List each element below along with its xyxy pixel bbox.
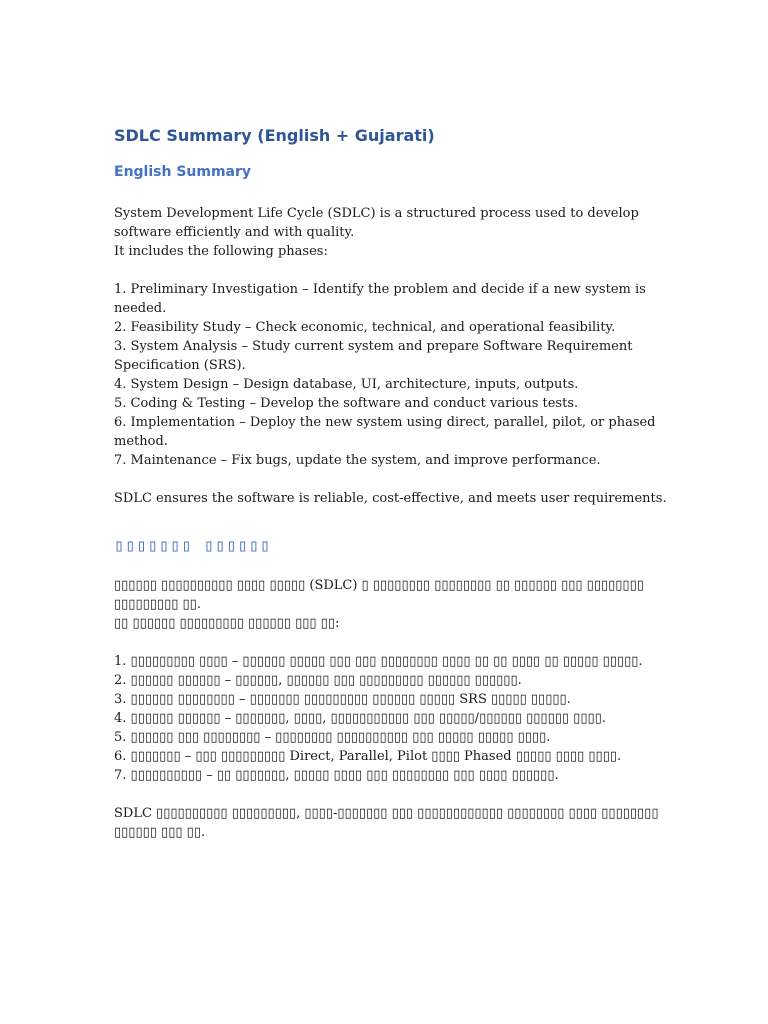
- gujarati-phase-item: 3. ▯▯▯▯▯▯ ▯▯▯▯▯▯▯▯ – ▯▯▯▯▯▯▯ ▯▯▯▯▯▯▯▯▯ ▯▯▯▯▯▯ ▯▯▯▯▯ SRS ▯▯▯▯▯ ▯▯▯▯▯.: [114, 692, 571, 707]
- document-page: [114, 125, 674, 842]
- spacer: [114, 261, 674, 280]
- gujarati-summary-heading: ▯▯▯▯▯▯▯ ▯▯▯▯▯▯: [114, 536, 272, 556]
- gujarati-intro-line: ▯▯ ▯▯▯▯▯▯ ▯▯▯▯▯▯▯▯▯ ▯▯▯▯▯▯ ▯▯▯ ▯▯:: [114, 616, 340, 631]
- document-title: SDLC Summary (English + Gujarati): [114, 126, 435, 145]
- gujarati-phase-item: 4. ▯▯▯▯▯▯ ▯▯▯▯▯▯ – ▯▯▯▯▯▯▯, ▯▯▯▯, ▯▯▯▯▯▯▯▯▯▯▯ ▯▯▯ ▯▯▯▯▯/▯▯▯▯▯▯ ▯▯▯▯▯▯ ▯▯▯▯.: [114, 711, 606, 726]
- english-phase-item: 1. Preliminary Investigation – Identify the problem and decide if a new system is needed.: [114, 282, 646, 316]
- english-phase-item: 6. Implementation – Deploy the new system using direct, parallel, pilot, or phased method.: [114, 415, 656, 449]
- gujarati-phase-item: 1. ▯▯▯▯▯▯▯▯▯ ▯▯▯▯ – ▯▯▯▯▯▯ ▯▯▯▯▯ ▯▯▯ ▯▯▯ ▯▯▯▯▯▯▯▯ ▯▯▯▯ ▯▯ ▯▯ ▯▯▯▯ ▯▯ ▯▯▯▯▯ ▯▯▯▯▯.: [114, 654, 643, 669]
- english-intro-line: It includes the following phases:: [114, 244, 328, 259]
- spacer: [114, 470, 674, 489]
- gujarati-phase-item: 5. ▯▯▯▯▯▯ ▯▯▯ ▯▯▯▯▯▯▯▯ – ▯▯▯▯▯▯▯▯ ▯▯▯▯▯▯▯▯▯▯ ▯▯▯ ▯▯▯▯▯ ▯▯▯▯▯ ▯▯▯▯.: [114, 730, 551, 745]
- english-phase-item: 3. System Analysis – Study current system and prepare Software Requirement Specification (SRS).: [114, 339, 633, 373]
- english-phase-item: 2. Feasibility Study – Check economic, technical, and operational feasibility.: [114, 320, 616, 335]
- english-phase-item: 4. System Design – Design database, UI, architecture, inputs, outputs.: [114, 377, 579, 392]
- gujarati-phase-item: 2. ▯▯▯▯▯▯ ▯▯▯▯▯▯ – ▯▯▯▯▯▯, ▯▯▯▯▯▯ ▯▯▯ ▯▯▯▯▯▯▯▯▯ ▯▯▯▯▯▯ ▯▯▯▯▯▯.: [114, 673, 522, 688]
- spacer: [114, 785, 674, 804]
- english-phase-item: 5. Coding & Testing – Develop the software and conduct various tests.: [114, 396, 579, 411]
- english-summary-heading: English Summary: [114, 164, 252, 180]
- gujarati-phase-item: 6. ▯▯▯▯▯▯▯ – ▯▯▯ ▯▯▯▯▯▯▯▯▯ Direct, Parallel, Pilot ▯▯▯▯ Phased ▯▯▯▯▯ ▯▯▯▯ ▯▯▯▯.: [114, 749, 622, 764]
- spacer: [114, 633, 674, 652]
- gujarati-phase-item: 7. ▯▯▯▯▯▯▯▯▯▯ – ▯▯ ▯▯▯▯▯▯▯, ▯▯▯▯▯ ▯▯▯▯ ▯▯▯ ▯▯▯▯▯▯▯▯ ▯▯▯ ▯▯▯▯ ▯▯▯▯▯▯.: [114, 768, 559, 783]
- english-closing-paragraph: SDLC ensures the software is reliable, cost-effective, and meets user requirements.: [114, 491, 667, 506]
- english-intro-paragraph: System Development Life Cycle (SDLC) is a structured process used to develop software efficiently and with quality.: [114, 206, 639, 240]
- english-phase-item: 7. Maintenance – Fix bugs, update the system, and improve performance.: [114, 453, 601, 468]
- gujarati-closing-paragraph: SDLC ▯▯▯▯▯▯▯▯▯▯ ▯▯▯▯▯▯▯▯▯, ▯▯▯▯-▯▯▯▯▯▯▯ ▯▯▯ ▯▯▯▯▯▯▯▯▯▯▯▯ ▯▯▯▯▯▯▯▯ ▯▯▯▯ ▯▯▯▯▯▯▯▯ ▯▯▯▯▯▯ ▯▯▯ ▯▯.: [114, 806, 659, 840]
- gujarati-intro-paragraph: ▯▯▯▯▯▯ ▯▯▯▯▯▯▯▯▯▯ ▯▯▯▯ ▯▯▯▯▯ (SDLC) ▯ ▯▯▯▯▯▯▯▯ ▯▯▯▯▯▯▯▯ ▯▯ ▯▯▯▯▯▯ ▯▯▯ ▯▯▯▯▯▯▯▯ ▯▯▯▯▯▯▯▯▯ ▯▯.: [114, 578, 644, 612]
